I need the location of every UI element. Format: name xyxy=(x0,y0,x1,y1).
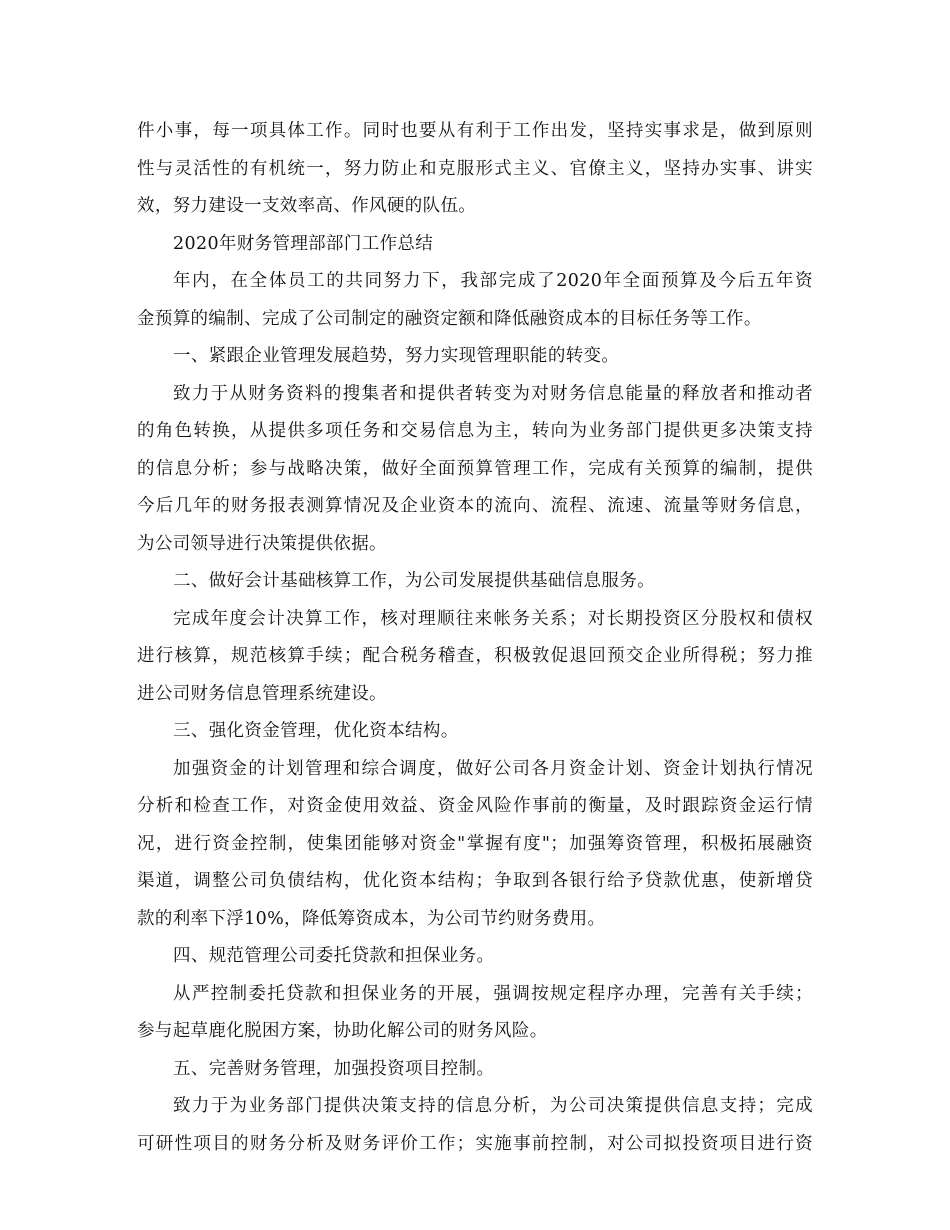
text-line: 参与起草鹿化脱困方案，协助化解公司的财务风险。 xyxy=(137,1021,548,1041)
paragraph xyxy=(137,563,813,601)
paragraph xyxy=(137,226,813,264)
text-line: 渠道，调整公司负债结构，优化资本结构；争取到各银行给予贷款优惠，使新增贷 xyxy=(137,871,813,891)
text-line: 五、完善财务管理，加强投资项目控制。 xyxy=(173,1058,495,1079)
text-line: 三、强化资金管理，优化资本结构。 xyxy=(173,721,459,741)
text-line: 进行核算，规范核算手续；配合税务稽查，积极敦促退回预交企业所得税；努力推 xyxy=(137,646,813,666)
text-line: 的信息分析；参与战略决策，做好全面预算管理工作，完成有关预算的编制，提供 xyxy=(137,458,813,479)
text-line: 分析和检查工作，对资金使用效益、资金风险作事前的衡量，及时跟踪资金运行情 xyxy=(137,796,813,816)
paragraph xyxy=(137,751,813,939)
text-line: 性与灵活性的有机统一，努力防止和克服形式主义、官僚主义，坚持办实事、讲实 xyxy=(137,158,813,179)
document-body xyxy=(137,113,813,1163)
paragraph xyxy=(137,713,813,751)
text-line: 2020年财务管理部部门工作总结 xyxy=(173,233,434,254)
text-line: 效，努力建设一支效率高、作风硬的队伍。 xyxy=(137,196,477,216)
text-line: 二、做好会计基础核算工作，为公司发展提供基础信息服务。 xyxy=(173,571,655,591)
paragraph xyxy=(137,601,813,714)
text-line: 的角色转换，从提供多项任务和交易信息为主，转向为业务部门提供更多决策支持 xyxy=(137,421,813,441)
text-line: 今后几年的财务报表测算情况及企业资本的流向、流程、流速、流量等财务信息， xyxy=(137,496,813,516)
text-line: 一、紧跟企业管理发展趋势，努力实现管理职能的转变。 xyxy=(173,346,620,366)
paragraph xyxy=(137,1051,813,1089)
text-line: 金预算的编制、完成了公司制定的融资定额和降低融资成本的目标任务等工作。 xyxy=(137,308,762,329)
text-line: 况，进行资金控制，使集团能够对资金"掌握有度"；加强筹资管理，积极拓展融资 xyxy=(137,833,813,854)
text-line: 加强资金的计划管理和综合调度，做好公司各月资金计划、资金计划执行情况 xyxy=(173,758,813,779)
text-line: 年内，在全体员工的共同努力下，我部完成了2020年全面预算及今后五年资 xyxy=(173,271,813,291)
paragraph xyxy=(137,976,813,1051)
paragraph xyxy=(137,338,813,376)
text-line: 为公司领导进行决策提供依据。 xyxy=(137,533,387,554)
text-line: 款的利率下浮10%，降低筹资成本，为公司节约财务费用。 xyxy=(137,908,606,929)
text-line: 致力于为业务部门提供决策支持的信息分析，为公司决策提供信息支持；完成 xyxy=(173,1096,813,1116)
text-line: 四、规范管理公司委托贷款和担保业务。 xyxy=(173,946,495,966)
paragraph xyxy=(137,1088,813,1163)
paragraph xyxy=(137,376,813,564)
text-line: 可研性项目的财务分析及财务评价工作；实施事前控制，对公司拟投资项目进行资 xyxy=(137,1133,813,1154)
paragraph xyxy=(137,938,813,976)
text-line: 致力于从财务资料的搜集者和提供者转变为对财务信息能量的释放者和推动者 xyxy=(173,383,813,404)
text-line: 件小事，每一项具体工作。同时也要从有利于工作出发，坚持实事求是，做到原则 xyxy=(137,121,813,141)
paragraph xyxy=(137,263,813,338)
text-line: 完成年度会计决算工作，核对理顺往来帐务关系；对长期投资区分股权和债权 xyxy=(173,608,813,629)
text-line: 从严控制委托贷款和担保业务的开展，强调按规定程序办理，完善有关手续； xyxy=(173,983,813,1004)
paragraph xyxy=(137,113,813,226)
text-line: 进公司财务信息管理系统建设。 xyxy=(137,683,387,704)
